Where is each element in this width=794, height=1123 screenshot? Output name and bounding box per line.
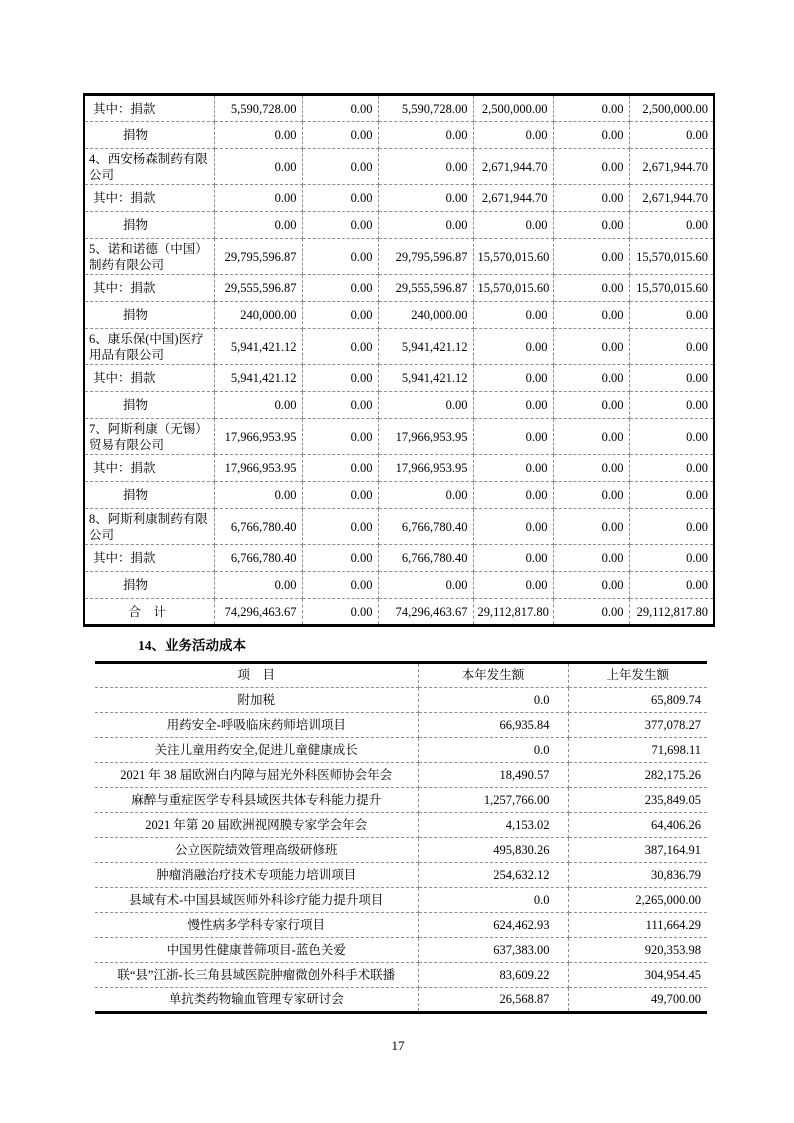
col-header-item: 项 目 — [95, 663, 418, 688]
amount-cell: 0.00 — [302, 572, 378, 599]
donation-table-row — [84, 149, 714, 185]
prior-year-amount-cell: 111,664.29 — [568, 913, 707, 938]
amount-cell: 0.00 — [473, 365, 553, 392]
donation-table-row — [84, 545, 714, 572]
amount-cell: 0.00 — [302, 599, 378, 626]
donation-table-row — [84, 365, 714, 392]
row-label: 6、康乐保(中国)医疗用品有限公司 — [84, 329, 214, 365]
donation-table-row — [84, 509, 714, 545]
amount-cell: 15,570,015.60 — [629, 239, 714, 275]
amount-cell: 0.00 — [629, 419, 714, 455]
amount-cell: 0.00 — [302, 122, 378, 149]
row-label: 其中：捐款 — [84, 545, 214, 572]
cost-table-row — [95, 838, 707, 863]
amount-cell: 6,766,780.40 — [214, 545, 302, 572]
amount-cell: 0.00 — [473, 482, 553, 509]
cost-table-row — [95, 863, 707, 888]
current-year-amount-cell: 18,490.57 — [418, 763, 568, 788]
prior-year-amount-cell: 920,353.98 — [568, 938, 707, 963]
amount-cell: 5,941,421.12 — [378, 365, 473, 392]
page-number: 17 — [391, 1038, 405, 1053]
amount-cell: 0.00 — [553, 365, 629, 392]
cost-table-row — [95, 788, 707, 813]
amount-cell: 0.00 — [473, 329, 553, 365]
cost-table-row — [95, 888, 707, 913]
amount-cell: 29,555,596.87 — [214, 275, 302, 302]
amount-cell: 15,570,015.60 — [629, 275, 714, 302]
amount-cell: 0.00 — [553, 149, 629, 185]
row-label: 捐物 — [84, 212, 214, 239]
amount-cell: 0.00 — [553, 482, 629, 509]
prior-year-amount-cell: 64,406.26 — [568, 813, 707, 838]
donation-table-row — [84, 455, 714, 482]
prior-year-amount-cell: 71,698.11 — [568, 738, 707, 763]
amount-cell: 0.00 — [473, 392, 553, 419]
prior-year-amount-cell: 65,809.74 — [568, 688, 707, 713]
current-year-amount-cell: 26,568.87 — [418, 988, 568, 1013]
donation-table-row — [84, 419, 714, 455]
amount-cell: 0.00 — [214, 392, 302, 419]
amount-cell: 240,000.00 — [214, 302, 302, 329]
amount-cell: 0.00 — [473, 122, 553, 149]
amount-cell: 0.00 — [378, 482, 473, 509]
amount-cell: 5,590,728.00 — [214, 95, 302, 122]
amount-cell: 0.00 — [302, 149, 378, 185]
amount-cell: 0.00 — [214, 185, 302, 212]
amount-cell: 0.00 — [302, 392, 378, 419]
amount-cell: 0.00 — [302, 509, 378, 545]
amount-cell: 5,941,421.12 — [214, 365, 302, 392]
cost-table-row — [95, 913, 707, 938]
amount-cell: 29,795,596.87 — [378, 239, 473, 275]
row-label: 其中：捐款 — [84, 95, 214, 122]
amount-cell: 0.00 — [553, 95, 629, 122]
amount-cell: 0.00 — [378, 212, 473, 239]
amount-cell: 6,766,780.40 — [214, 509, 302, 545]
amount-cell: 2,500,000.00 — [473, 95, 553, 122]
amount-cell: 0.00 — [302, 212, 378, 239]
amount-cell: 0.00 — [302, 275, 378, 302]
project-name-cell: 2021 年第 20 届欧洲视网膜专家学会年会 — [95, 813, 418, 838]
amount-cell: 0.00 — [629, 545, 714, 572]
project-name-cell: 公立医院绩效管理高级研修班 — [95, 838, 418, 863]
amount-cell: 0.00 — [553, 329, 629, 365]
prior-year-amount-cell: 304,954.45 — [568, 963, 707, 988]
current-year-amount-cell: 0.0 — [418, 738, 568, 763]
amount-cell: 15,570,015.60 — [473, 275, 553, 302]
amount-cell: 0.00 — [473, 545, 553, 572]
section-heading: 14、业务活动成本 — [138, 638, 246, 653]
current-year-amount-cell: 254,632.12 — [418, 863, 568, 888]
amount-cell: 0.00 — [302, 545, 378, 572]
amount-cell: 29,112,817.80 — [473, 599, 553, 626]
amount-cell: 0.00 — [473, 302, 553, 329]
cost-table-row — [95, 713, 707, 738]
amount-cell: 0.00 — [378, 185, 473, 212]
amount-cell: 0.00 — [629, 302, 714, 329]
donation-table — [83, 93, 715, 627]
prior-year-amount-cell: 235,849.05 — [568, 788, 707, 813]
amount-cell: 2,671,944.70 — [473, 149, 553, 185]
amount-cell: 74,296,463.67 — [378, 599, 473, 626]
amount-cell: 0.00 — [553, 599, 629, 626]
amount-cell: 0.00 — [553, 419, 629, 455]
cost-table-row — [95, 763, 707, 788]
cost-table-row — [95, 988, 707, 1013]
row-label: 其中：捐款 — [84, 275, 214, 302]
donation-table-row — [84, 185, 714, 212]
donation-table-row — [84, 482, 714, 509]
amount-cell: 0.00 — [378, 392, 473, 419]
amount-cell: 0.00 — [629, 509, 714, 545]
project-name-cell: 关注儿童用药安全,促进儿童健康成长 — [95, 738, 418, 763]
amount-cell: 0.00 — [378, 572, 473, 599]
project-name-cell: 用药安全-呼吸临床药师培训项目 — [95, 713, 418, 738]
row-label: 捐物 — [84, 572, 214, 599]
amount-cell: 0.00 — [302, 329, 378, 365]
current-year-amount-cell: 624,462.93 — [418, 913, 568, 938]
current-year-amount-cell: 495,830.26 — [418, 838, 568, 863]
amount-cell: 6,766,780.40 — [378, 509, 473, 545]
amount-cell: 0.00 — [629, 572, 714, 599]
cost-table-row — [95, 688, 707, 713]
current-year-amount-cell: 83,609.22 — [418, 963, 568, 988]
prior-year-amount-cell: 30,836.79 — [568, 863, 707, 888]
amount-cell: 17,966,953.95 — [378, 419, 473, 455]
amount-cell: 29,555,596.87 — [378, 275, 473, 302]
amount-cell: 0.00 — [553, 455, 629, 482]
current-year-amount-cell: 637,383.00 — [418, 938, 568, 963]
cost-table-row — [95, 813, 707, 838]
prior-year-amount-cell: 377,078.27 — [568, 713, 707, 738]
donation-table-row — [84, 392, 714, 419]
amount-cell: 74,296,463.67 — [214, 599, 302, 626]
amount-cell: 2,671,944.70 — [629, 149, 714, 185]
amount-cell: 17,966,953.95 — [214, 419, 302, 455]
cost-table-row — [95, 963, 707, 988]
amount-cell: 5,590,728.00 — [378, 95, 473, 122]
row-label: 8、阿斯利康制药有限公司 — [84, 509, 214, 545]
amount-cell: 0.00 — [214, 122, 302, 149]
row-label: 其中：捐款 — [84, 185, 214, 212]
amount-cell: 2,500,000.00 — [629, 95, 714, 122]
row-label: 捐物 — [84, 392, 214, 419]
amount-cell: 0.00 — [214, 149, 302, 185]
donation-table-row — [84, 572, 714, 599]
amount-cell: 0.00 — [302, 95, 378, 122]
row-label: 其中：捐款 — [84, 455, 214, 482]
amount-cell: 0.00 — [629, 365, 714, 392]
project-name-cell: 2021 年 38 届欧洲白内障与屈光外科医师协会年会 — [95, 763, 418, 788]
project-name-cell: 附加税 — [95, 688, 418, 713]
prior-year-amount-cell: 282,175.26 — [568, 763, 707, 788]
page-content — [83, 93, 713, 1054]
cost-table-row — [95, 938, 707, 963]
business-activity-cost-table — [95, 661, 707, 1014]
amount-cell: 0.00 — [553, 572, 629, 599]
donation-table-row — [84, 302, 714, 329]
amount-cell: 0.00 — [214, 572, 302, 599]
amount-cell: 6,766,780.40 — [378, 545, 473, 572]
donation-table-row — [84, 122, 714, 149]
amount-cell: 2,671,944.70 — [473, 185, 553, 212]
cost-table-header-row — [95, 663, 707, 688]
amount-cell: 0.00 — [553, 302, 629, 329]
amount-cell: 0.00 — [214, 212, 302, 239]
prior-year-amount-cell: 2,265,000.00 — [568, 888, 707, 913]
project-name-cell: 中国男性健康普筛项目-蓝色关爱 — [95, 938, 418, 963]
current-year-amount-cell: 0.0 — [418, 888, 568, 913]
donation-table-row — [84, 95, 714, 122]
amount-cell: 0.00 — [378, 122, 473, 149]
project-name-cell: 联“县”江浙-长三角县域医院肿瘤微创外科手术联播 — [95, 963, 418, 988]
col-header-prior-year: 上年发生额 — [568, 663, 707, 688]
amount-cell: 0.00 — [473, 419, 553, 455]
project-name-cell: 县域有术-中国县域医师外科诊疗能力提升项目 — [95, 888, 418, 913]
prior-year-amount-cell: 387,164.91 — [568, 838, 707, 863]
current-year-amount-cell: 0.0 — [418, 688, 568, 713]
amount-cell: 0.00 — [473, 509, 553, 545]
donation-table-row — [84, 275, 714, 302]
row-label: 捐物 — [84, 482, 214, 509]
amount-cell: 29,795,596.87 — [214, 239, 302, 275]
amount-cell: 29,112,817.80 — [629, 599, 714, 626]
amount-cell: 0.00 — [302, 419, 378, 455]
amount-cell: 0.00 — [302, 185, 378, 212]
amount-cell: 0.00 — [553, 239, 629, 275]
amount-cell: 0.00 — [553, 212, 629, 239]
donation-table-row — [84, 239, 714, 275]
amount-cell: 0.00 — [302, 239, 378, 275]
donation-table-row — [84, 329, 714, 365]
amount-cell: 0.00 — [378, 149, 473, 185]
project-name-cell: 麻醉与重症医学专科县域医共体专科能力提升 — [95, 788, 418, 813]
amount-cell: 0.00 — [553, 185, 629, 212]
amount-cell: 0.00 — [553, 509, 629, 545]
row-label: 7、阿斯利康（无锡）贸易有限公司 — [84, 419, 214, 455]
row-label: 捐物 — [84, 122, 214, 149]
amount-cell: 5,941,421.12 — [378, 329, 473, 365]
prior-year-amount-cell: 49,700.00 — [568, 988, 707, 1013]
amount-cell: 0.00 — [302, 455, 378, 482]
donation-total-row — [84, 599, 714, 626]
amount-cell: 0.00 — [214, 482, 302, 509]
amount-cell: 0.00 — [553, 122, 629, 149]
amount-cell: 17,966,953.95 — [214, 455, 302, 482]
amount-cell: 0.00 — [473, 572, 553, 599]
amount-cell: 0.00 — [553, 392, 629, 419]
project-name-cell: 慢性病多学科专家行项目 — [95, 913, 418, 938]
row-label: 捐物 — [84, 302, 214, 329]
amount-cell: 0.00 — [629, 455, 714, 482]
row-label: 4、西安杨森制药有限公司 — [84, 149, 214, 185]
cost-table-row — [95, 738, 707, 763]
current-year-amount-cell: 4,153.02 — [418, 813, 568, 838]
amount-cell: 0.00 — [629, 482, 714, 509]
amount-cell: 0.00 — [629, 212, 714, 239]
amount-cell: 0.00 — [302, 302, 378, 329]
amount-cell: 5,941,421.12 — [214, 329, 302, 365]
amount-cell: 0.00 — [629, 392, 714, 419]
amount-cell: 0.00 — [473, 212, 553, 239]
amount-cell: 240,000.00 — [378, 302, 473, 329]
current-year-amount-cell: 1,257,766.00 — [418, 788, 568, 813]
row-label: 5、诺和诺德（中国）制药有限公司 — [84, 239, 214, 275]
amount-cell: 0.00 — [629, 122, 714, 149]
amount-cell: 0.00 — [473, 455, 553, 482]
row-label: 合 计 — [84, 599, 214, 626]
col-header-current-year: 本年发生额 — [418, 663, 568, 688]
donation-table-row — [84, 212, 714, 239]
amount-cell: 17,966,953.95 — [378, 455, 473, 482]
amount-cell: 15,570,015.60 — [473, 239, 553, 275]
row-label: 其中：捐款 — [84, 365, 214, 392]
amount-cell: 0.00 — [553, 545, 629, 572]
amount-cell: 2,671,944.70 — [629, 185, 714, 212]
amount-cell: 0.00 — [302, 365, 378, 392]
current-year-amount-cell: 66,935.84 — [418, 713, 568, 738]
project-name-cell: 肿瘤消融治疗技术专项能力培训项目 — [95, 863, 418, 888]
project-name-cell: 单抗类药物输血管理专家研讨会 — [95, 988, 418, 1013]
amount-cell: 0.00 — [302, 482, 378, 509]
amount-cell: 0.00 — [629, 329, 714, 365]
amount-cell: 0.00 — [553, 275, 629, 302]
